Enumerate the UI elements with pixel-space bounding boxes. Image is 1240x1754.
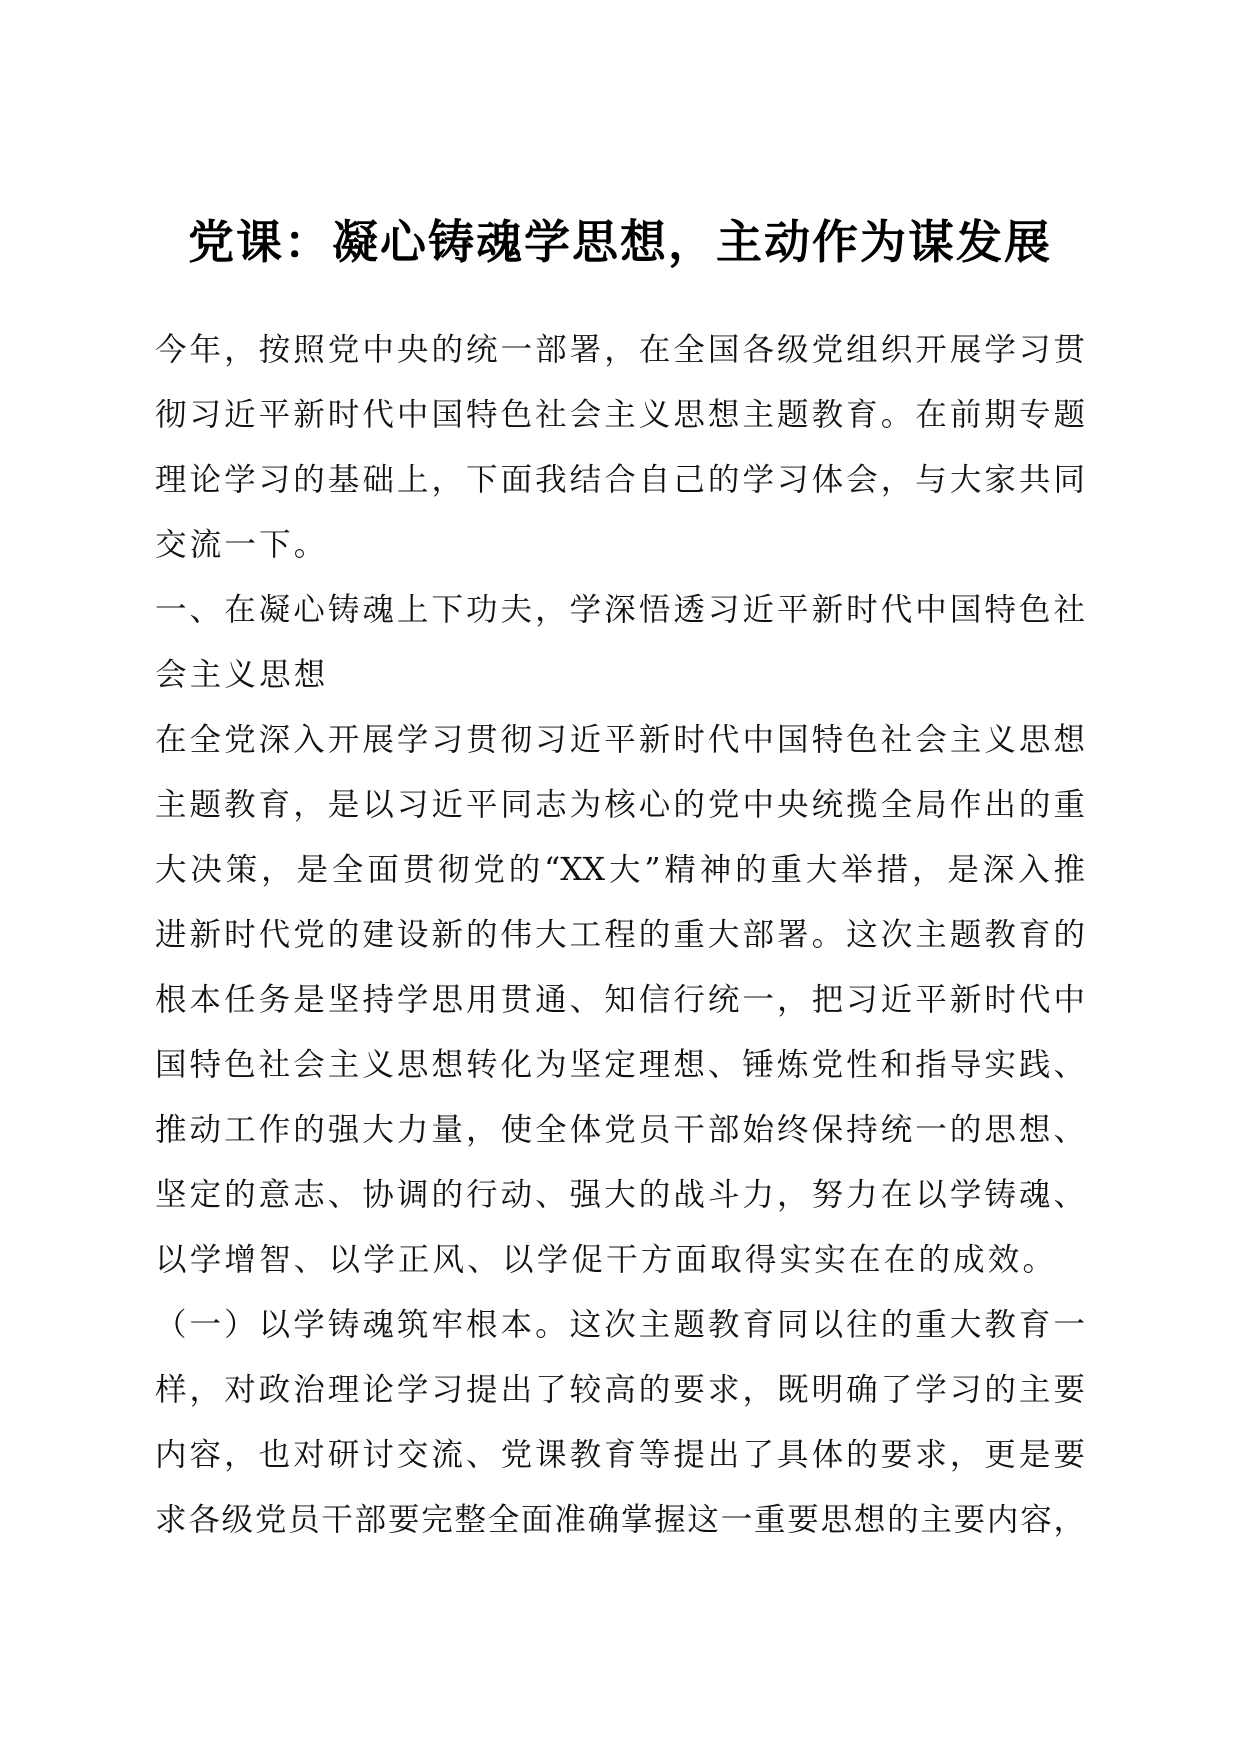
text-line: 今年，按照党中央的统一部署，在全国各级党组织开展学习贯: [155, 332, 1085, 368]
text-line: 求各级党员干部要完整全面准确掌握这一重要思想的主要内容，: [155, 1502, 1085, 1538]
text-line: 样，对政治理论学习提出了较高的要求，既明确了学习的主要: [155, 1372, 1085, 1408]
text-line: 推动工作的强大力量，使全体党员干部始终保持统一的思想、: [155, 1112, 1085, 1148]
section-heading-line: 会主义思想: [155, 657, 329, 693]
text-line: 主题教育，是以习近平同志为核心的党中央统揽全局作出的重: [155, 787, 1085, 823]
text-line: 彻习近平新时代中国特色社会主义思想主题教育。在前期专题: [155, 397, 1085, 433]
text-line: 坚定的意志、协调的行动、强大的战斗力，努力在以学铸魂、: [155, 1177, 1085, 1213]
text-line: 进新时代党的建设新的伟大工程的重大部署。这次主题教育的: [155, 917, 1085, 953]
text-line: 大决策，是全面贯彻党的“XX大”精神的重大举措，是深入推: [155, 852, 1085, 888]
subsection-line: （一）以学铸魂筑牢根本。这次主题教育同以往的重大教育一: [155, 1307, 1085, 1343]
text-line: 根本任务是坚持学思用贯通、知信行统一，把习近平新时代中: [155, 982, 1085, 1018]
document-title: 党课：凝心铸魂学思想，主动作为谋发展: [188, 215, 1052, 269]
text-line: 在全党深入开展学习贯彻习近平新时代中国特色社会主义思想: [155, 722, 1085, 758]
text-line: 国特色社会主义思想转化为坚定理想、锤炼党性和指导实践、: [155, 1047, 1085, 1083]
text-line: 交流一下。: [155, 527, 329, 563]
text-line: 以学增智、以学正风、以学促干方面取得实实在在的成效。: [155, 1242, 1058, 1278]
section-heading-line: 一、在凝心铸魂上下功夫，学深悟透习近平新时代中国特色社: [155, 592, 1085, 628]
document-body: [155, 318, 1085, 1553]
text-line: 内容，也对研讨交流、党课教育等提出了具体的要求，更是要: [155, 1437, 1085, 1473]
text-line: 理论学习的基础上，下面我结合自己的学习体会，与大家共同: [155, 462, 1085, 498]
